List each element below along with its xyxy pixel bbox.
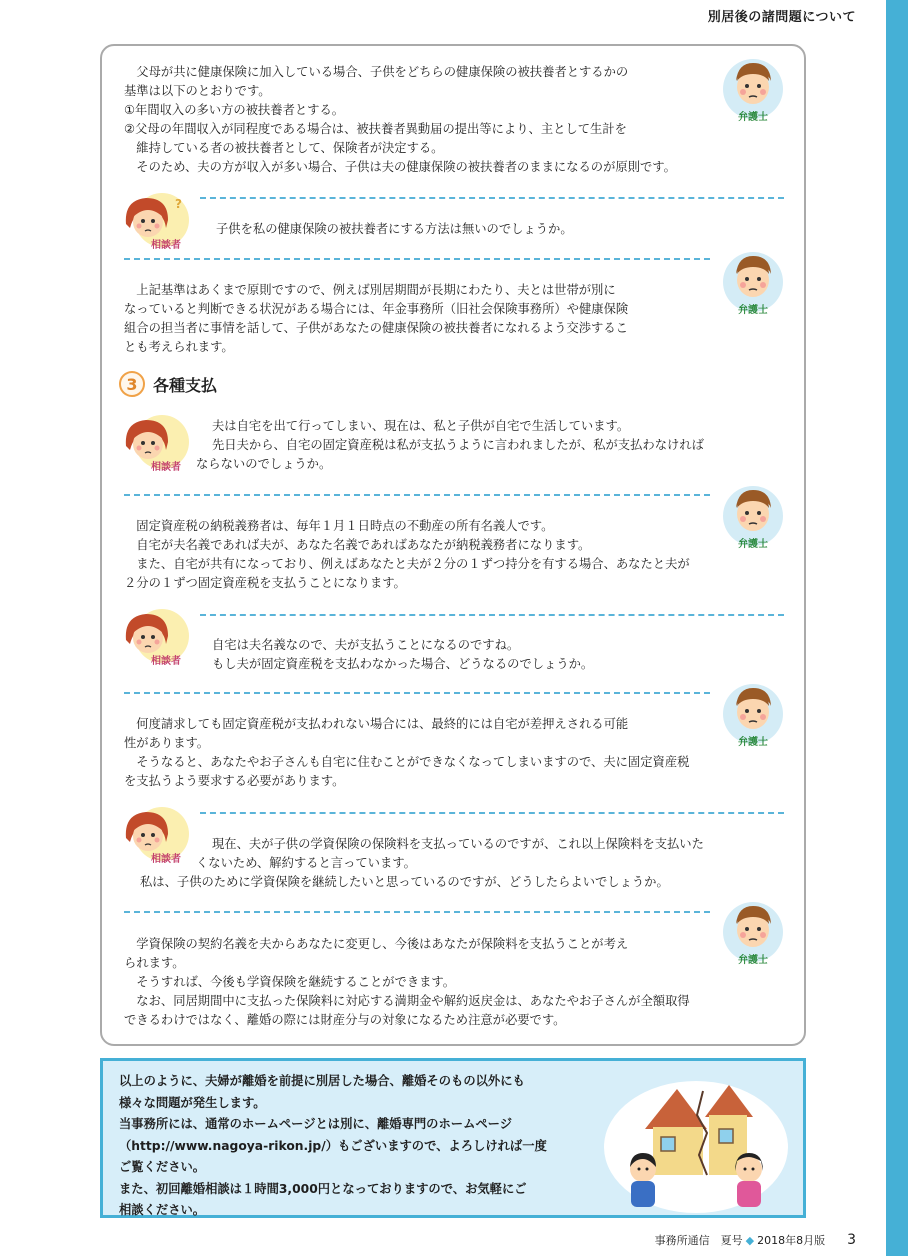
role-label-client: 相談者 (151, 656, 181, 667)
text-line: 父母が共に健康保険に加入している場合、子供をどちらの健康保険の被扶養者とするかの (124, 65, 629, 79)
dashed-separator (200, 812, 784, 814)
text-line: そのため、夫の方が収入が多い場合、子供は夫の健康保険の被扶養者のままになるのが原則です。 (124, 160, 676, 174)
text-line: また、初回離婚相談は１時間3,000円となっておりますので、お気軽にご (119, 1181, 527, 1196)
role-label-lawyer: 弁護士 (738, 305, 768, 316)
role-label-lawyer: 弁護士 (738, 737, 768, 748)
text-line: ②父母の年間収入が同程度である場合は、被扶養者異動届の提出等により、主として生計を (124, 122, 627, 136)
diamond-icon: ◆ (745, 1234, 755, 1247)
text-line: 以上のように、夫婦が離婚を前提に別居した場合、離婚そのもの以外にも (119, 1074, 525, 1088)
client-avatar (118, 606, 192, 668)
text-line: なお、同居期間中に支払った保険料に対応する満期金や解約返戻金は、あなたやお子さんが全額取得 (124, 994, 690, 1008)
publication-name: 事務所通信 夏号 (654, 1234, 743, 1247)
section-number-badge: 3 (119, 371, 145, 397)
text-line: を支払うよう要求する必要があります。 (124, 774, 345, 788)
dashed-separator (124, 692, 710, 694)
text-line: 性があります。 (124, 736, 210, 750)
text-line: 現在、夫が子供の学資保険の保険料を支払っているのですが、これ以上保険料を支払いた (212, 837, 704, 851)
client-question-1 (216, 220, 573, 239)
broken-house-illustration (601, 1067, 791, 1215)
text-line: 上記基準はあくまで原則ですので、例えば別居期間が長期にわたり、夫とは世帯が別に (124, 283, 616, 297)
text-line: ①年間収入の多い方の被扶養者とする。 (124, 103, 345, 117)
info-notice-box (100, 1058, 806, 1218)
client-question-4 (124, 835, 704, 892)
dashed-separator (124, 494, 710, 496)
text-line: 様々な問題が発生します。 (119, 1095, 266, 1110)
lawyer-answer-2 (124, 281, 628, 357)
dashed-separator (200, 197, 784, 199)
role-label-lawyer: 弁護士 (738, 539, 768, 550)
text-line: できるわけではなく、離婚の際には財産分与の対象になるため注意が必要です。 (124, 1013, 566, 1027)
role-label-client: 相談者 (151, 462, 181, 473)
text-line: 当事務所には、通常のホームページとは別に、離婚専門のホームページ (119, 1117, 513, 1131)
client-avatar (118, 190, 192, 252)
text-line: ならないのでしょうか。 (196, 457, 332, 471)
text-line: 維持している者の被扶養者として、保険者が決定する。 (124, 141, 444, 155)
edition-label: 2018年8月版 (757, 1234, 826, 1247)
text-line: 自宅が夫名義であれば夫が、あなた名義であればあなたが納税義務者になります。 (124, 538, 591, 552)
dashed-separator (124, 911, 710, 913)
text-line: 自宅は夫名義なので、夫が支払うことになるのですね。 (212, 638, 520, 652)
text-line: 私は、子供のために学資保険を継続したいと思っているのですが、どうしたらよいでしょうか。 (140, 875, 669, 889)
text-line: 固定資産税の納税義務者は、毎年１月１日時点の不動産の所有名義人です。 (124, 519, 554, 533)
text-line: もし夫が固定資産税を支払わなかった場合、どうなるのでしょうか。 (212, 657, 594, 671)
client-question-2 (196, 417, 704, 474)
text-line: なっていると判断できる状況がある場合には、年金事務所（旧社会保険事務所）や健康保険 (124, 302, 629, 316)
lawyer-answer-1 (124, 63, 676, 177)
text-line: そうすれば、今後も学資保険を継続することができます。 (124, 975, 456, 989)
text-line: 組合の担当者に事情を話して、子供があなたの健康保険の被扶養者になれるよう交渉するこ (124, 321, 628, 335)
lawyer-avatar (722, 898, 784, 966)
role-label-lawyer: 弁護士 (738, 955, 768, 966)
client-avatar (118, 412, 192, 474)
text-line: 相談ください。 (119, 1203, 206, 1217)
url-text: （http://www.nagoya-rikon.jp/）もございますので、よろしければ一度 (119, 1138, 547, 1153)
text-line: ２分の１ずつ固定資産税を支払うことになります。 (124, 576, 406, 590)
text-line: 基準は以下のとおりです。 (124, 84, 271, 98)
text-line: 先日夫から、自宅の固定資産税は私が支払うように言われましたが、私が支払わなければ (212, 438, 704, 452)
text-line: ご覧ください。 (119, 1160, 206, 1174)
text-line: また、自宅が共有になっており、例えばあなたと夫が２分の１ずつ持分を有する場合、あなたと夫が (124, 557, 690, 571)
text-line: そうなると、あなたやお子さんも自宅に住むことができなくなってしまいますので、夫に固定資産税 (124, 755, 690, 769)
role-label-client: 相談者 (151, 240, 181, 251)
lawyer-avatar (722, 482, 784, 550)
section-title: 各種支払 (153, 375, 218, 395)
lawyer-avatar (722, 55, 784, 123)
page-number: 3 (847, 1232, 856, 1248)
text-line: られます。 (124, 956, 185, 970)
notice-text (119, 1071, 547, 1222)
dashed-separator (200, 614, 784, 616)
text-line: くないため、解約すると言っています。 (196, 856, 416, 870)
text-line: 子供を私の健康保険の被扶養者にする方法は無いのでしょうか。 (216, 222, 573, 236)
text-line: 何度請求しても固定資産税が支払われない場合には、最終的には自宅が差押えされる可能 (124, 717, 629, 731)
text-line: 夫は自宅を出て行ってしまい、現在は、私と子供が自宅で生活しています。 (212, 419, 630, 433)
page-footer (655, 1232, 856, 1248)
lawyer-answer-5 (124, 935, 690, 1030)
side-color-stripe (886, 0, 908, 1256)
role-label-client: 相談者 (151, 854, 181, 865)
running-header: 別居後の諸問題について (707, 10, 856, 25)
lawyer-avatar (722, 680, 784, 748)
client-avatar (118, 804, 192, 866)
text-line: とも考えられます。 (124, 340, 234, 354)
role-label-lawyer: 弁護士 (738, 112, 768, 123)
lawyer-avatar (722, 248, 784, 316)
section-heading (119, 371, 217, 397)
lawyer-answer-4 (124, 715, 689, 791)
svg-text:?: ? (175, 197, 182, 211)
dashed-separator (124, 258, 710, 260)
client-question-3 (196, 636, 593, 674)
text-line: 学資保険の契約名義を夫からあなたに変更し、今後はあなたが保険料を支払うことが考え (124, 937, 629, 951)
lawyer-answer-3 (124, 517, 690, 593)
